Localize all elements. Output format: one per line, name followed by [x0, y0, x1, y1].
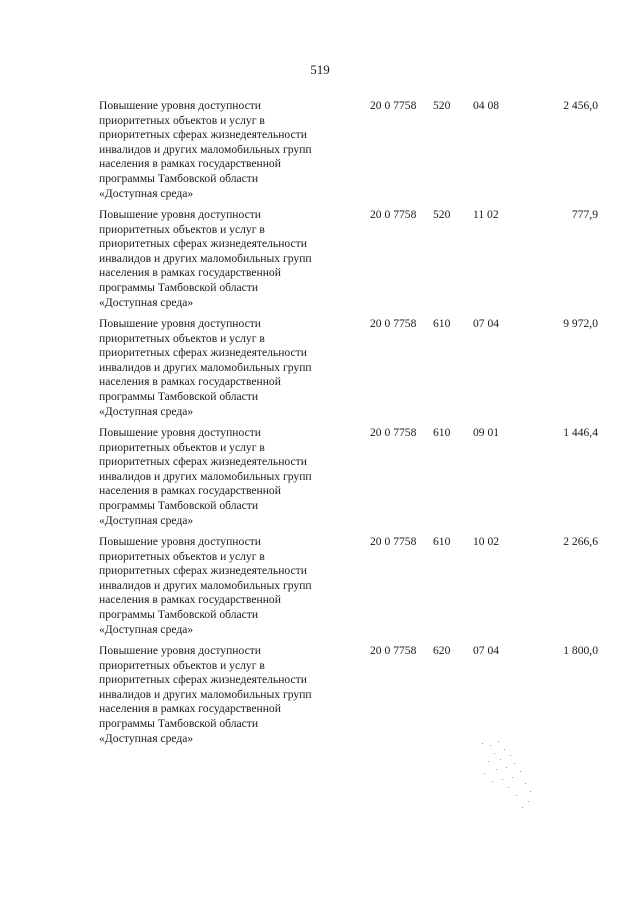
table-row [0, 535, 640, 644]
amount: 2 266,6 [563, 535, 598, 548]
description-line: Повышение уровня доступности [99, 208, 262, 221]
description-line: приоритетных объектов и услуг в [99, 331, 265, 345]
description-line: населения в рамках государственной [99, 702, 281, 716]
page-number: 519 [310, 62, 330, 77]
description-line: инвалидов и других маломобильных групп [99, 687, 312, 701]
expense-type-code: 610 [433, 535, 451, 548]
description-line: приоритетных объектов и услуг в [99, 440, 265, 454]
description-line: населения в рамках государственной [99, 593, 281, 607]
description-line: программы Тамбовской области [99, 498, 259, 512]
description-line: программы Тамбовской области [99, 389, 259, 403]
row-description [99, 426, 361, 528]
table-row [0, 317, 640, 426]
description-line: приоритетных объектов и услуг в [99, 549, 265, 563]
target-code: 20 0 7758 [370, 644, 417, 657]
description-line: программы Тамбовской области [99, 280, 259, 294]
row-description [99, 644, 361, 746]
target-code: 20 0 7758 [370, 535, 417, 548]
description-line: инвалидов и других маломобильных групп [99, 578, 312, 592]
description-line: приоритетных сферах жизнедеятельности [99, 128, 307, 142]
description-line: инвалидов и других маломобильных групп [99, 360, 312, 374]
description-line: «Доступная среда» [99, 513, 194, 527]
description-line: инвалидов и других маломобильных групп [99, 469, 312, 483]
description-line: «Доступная среда» [99, 295, 194, 309]
section-code: 11 02 [473, 208, 499, 221]
section-code: 04 08 [473, 99, 500, 112]
target-code: 20 0 7758 [370, 426, 417, 439]
target-code: 20 0 7758 [370, 99, 417, 112]
description-line: Повышение уровня доступности [99, 535, 262, 548]
amount: 1 800,0 [563, 644, 598, 657]
scan-artifact [470, 735, 550, 815]
expense-type-code: 610 [433, 426, 451, 439]
expense-type-code: 520 [433, 208, 451, 221]
amount: 2 456,0 [563, 99, 598, 112]
description-line: населения в рамках государственной [99, 157, 281, 171]
expense-type-code: 620 [433, 644, 451, 657]
row-description [99, 317, 361, 419]
section-code: 09 01 [473, 426, 500, 439]
description-line: приоритетных объектов и услуг в [99, 658, 265, 672]
description-line: программы Тамбовской области [99, 171, 259, 185]
amount: 1 446,4 [563, 426, 598, 439]
budget-table [0, 99, 640, 753]
row-description [99, 99, 361, 201]
description-line: приоритетных сферах жизнедеятельности [99, 673, 307, 687]
description-line: программы Тамбовской области [99, 607, 259, 621]
description-line: населения в рамках государственной [99, 266, 281, 280]
description-line: приоритетных сферах жизнедеятельности [99, 564, 307, 578]
description-line: Повышение уровня доступности [99, 317, 262, 330]
description-line: населения в рамках государственной [99, 375, 281, 389]
table-row [0, 99, 640, 208]
table-row [0, 208, 640, 317]
description-line: инвалидов и других маломобильных групп [99, 251, 312, 265]
description-line: приоритетных сферах жизнедеятельности [99, 237, 307, 251]
table-row [0, 426, 640, 535]
amount: 9 972,0 [563, 317, 598, 330]
description-line: приоритетных объектов и услуг в [99, 113, 265, 127]
row-description [99, 535, 361, 637]
description-line: населения в рамках государственной [99, 484, 281, 498]
row-description [99, 208, 361, 310]
description-line: Повышение уровня доступности [99, 426, 262, 439]
expense-type-code: 520 [433, 99, 451, 112]
description-line: Повышение уровня доступности [99, 644, 262, 657]
description-line: «Доступная среда» [99, 731, 194, 745]
section-code: 07 04 [473, 644, 500, 657]
description-line: инвалидов и других маломобильных групп [99, 142, 312, 156]
expense-type-code: 610 [433, 317, 451, 330]
description-line: программы Тамбовской области [99, 716, 259, 730]
description-line: «Доступная среда» [99, 622, 194, 636]
section-code: 07 04 [473, 317, 500, 330]
description-line: приоритетных сферах жизнедеятельности [99, 346, 307, 360]
amount: 777,9 [571, 208, 598, 221]
target-code: 20 0 7758 [370, 317, 417, 330]
target-code: 20 0 7758 [370, 208, 417, 221]
description-line: приоритетных сферах жизнедеятельности [99, 455, 307, 469]
section-code: 10 02 [473, 535, 500, 548]
description-line: «Доступная среда» [99, 404, 194, 418]
description-line: «Доступная среда» [99, 186, 194, 200]
description-line: Повышение уровня доступности [99, 99, 262, 112]
description-line: приоритетных объектов и услуг в [99, 222, 265, 236]
